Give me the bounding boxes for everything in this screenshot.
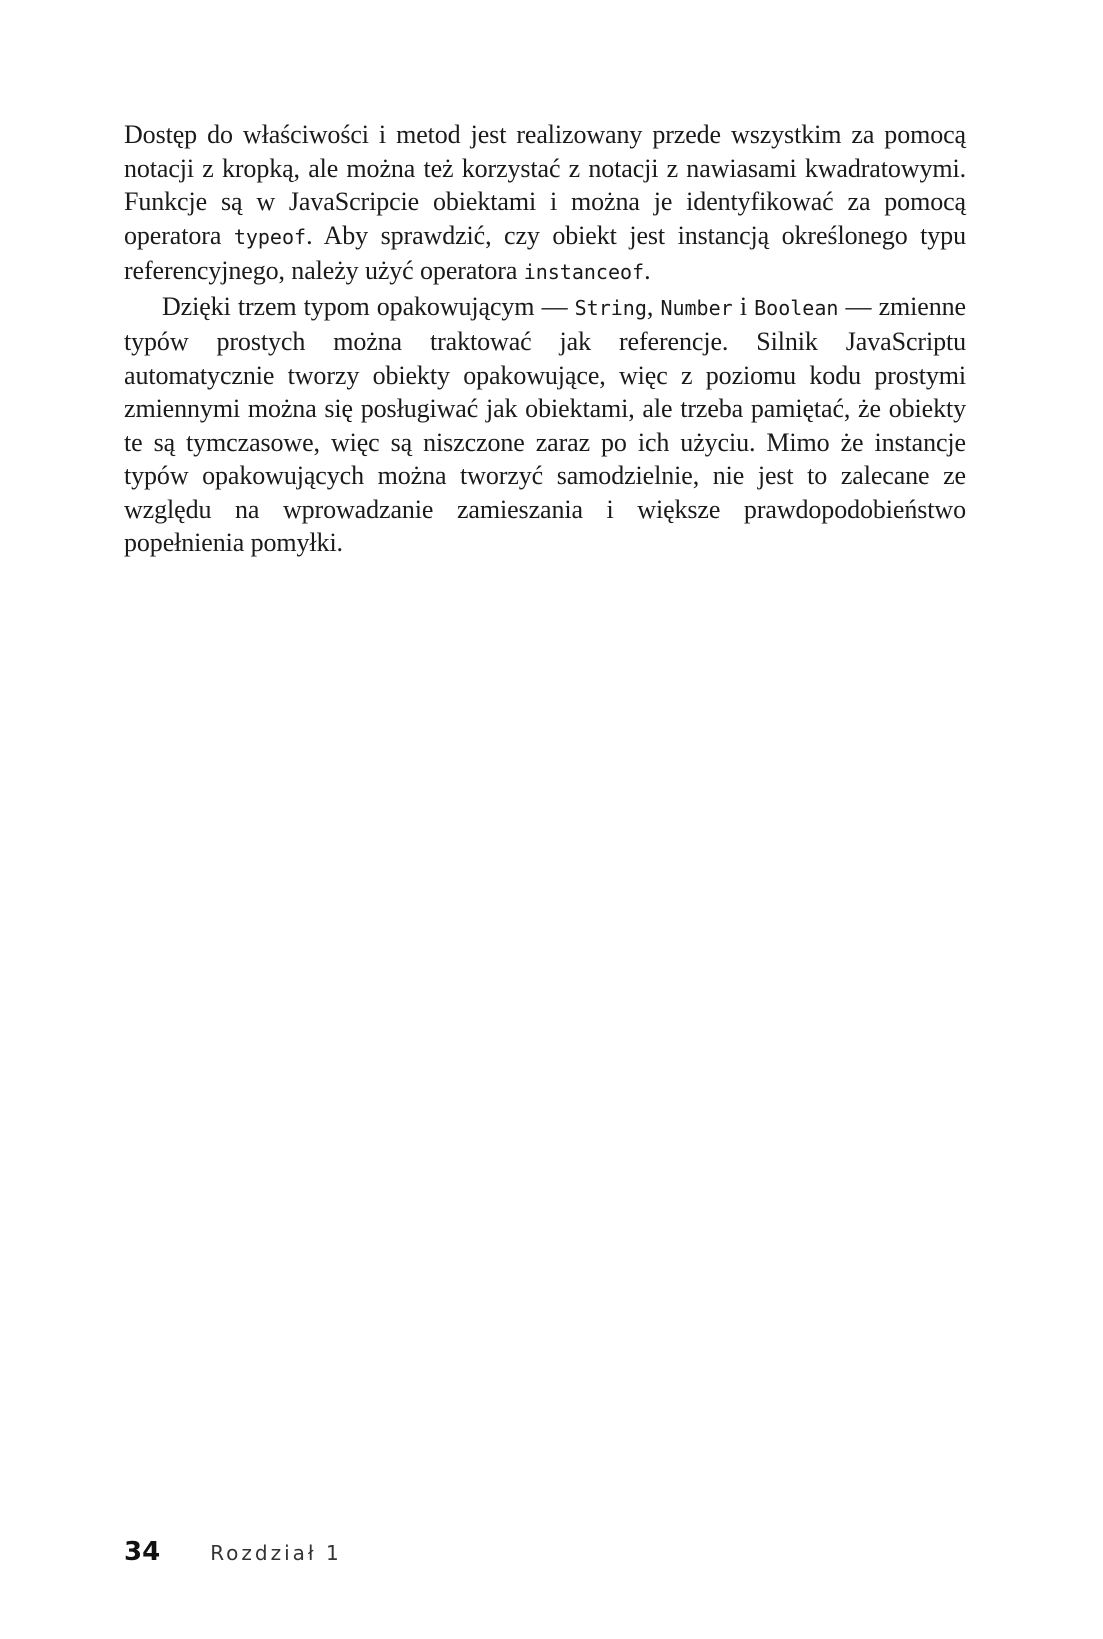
paragraph xyxy=(124,118,966,290)
inline-code: Number xyxy=(660,295,733,320)
page-number: 34 xyxy=(124,1537,161,1567)
inline-code: typeof xyxy=(233,224,307,249)
inline-code: Boolean xyxy=(754,295,839,320)
paragraph-text: . xyxy=(644,256,651,285)
page-footer xyxy=(124,1537,342,1577)
paragraph-text: — zmienne typów prostych można traktować jak referencje. Silnik JavaScriptu automatycznie tworzy obiekty opakowujące, więc z poziomu kodu prostymi zmiennymi można się posługiwać jak obiektami, ale trzeba pamiętać, że obiekty te są tymczasowe, więc są niszczone zaraz po ich użyciu. Mimo że instancje typów opakowujących można tworzyć samodzielnie, nie jest to zalecane ze względu na wprowadzanie zamieszania i większe prawdopodobieństwo popełnienia pomyłki. xyxy=(124,291,966,557)
paragraph-text: Dostęp do właściwości i metod jest realizowany przede wszystkim za pomocą notacji z kropką, ale można też korzystać z notacji z nawiasami kwadratowymi. Funkcje są w JavaScripcie obiektami i można je identyfikować za pomocą operatora xyxy=(124,120,966,250)
inline-code: String xyxy=(574,295,647,320)
inline-code: instanceof xyxy=(523,260,645,284)
chapter-label: Rozdział 1 xyxy=(210,1541,342,1565)
paragraph-text: Dzięki trzem typom opakowującym — xyxy=(162,291,575,321)
paragraph-text: . Aby sprawdzić, czy obiekt jest instancją określonego typu referencyjnego, należy użyć operatora xyxy=(124,220,966,285)
paragraph-text: , xyxy=(646,291,661,321)
paragraph-text: i xyxy=(732,291,755,321)
page-body xyxy=(124,118,966,560)
paragraph xyxy=(124,290,966,560)
